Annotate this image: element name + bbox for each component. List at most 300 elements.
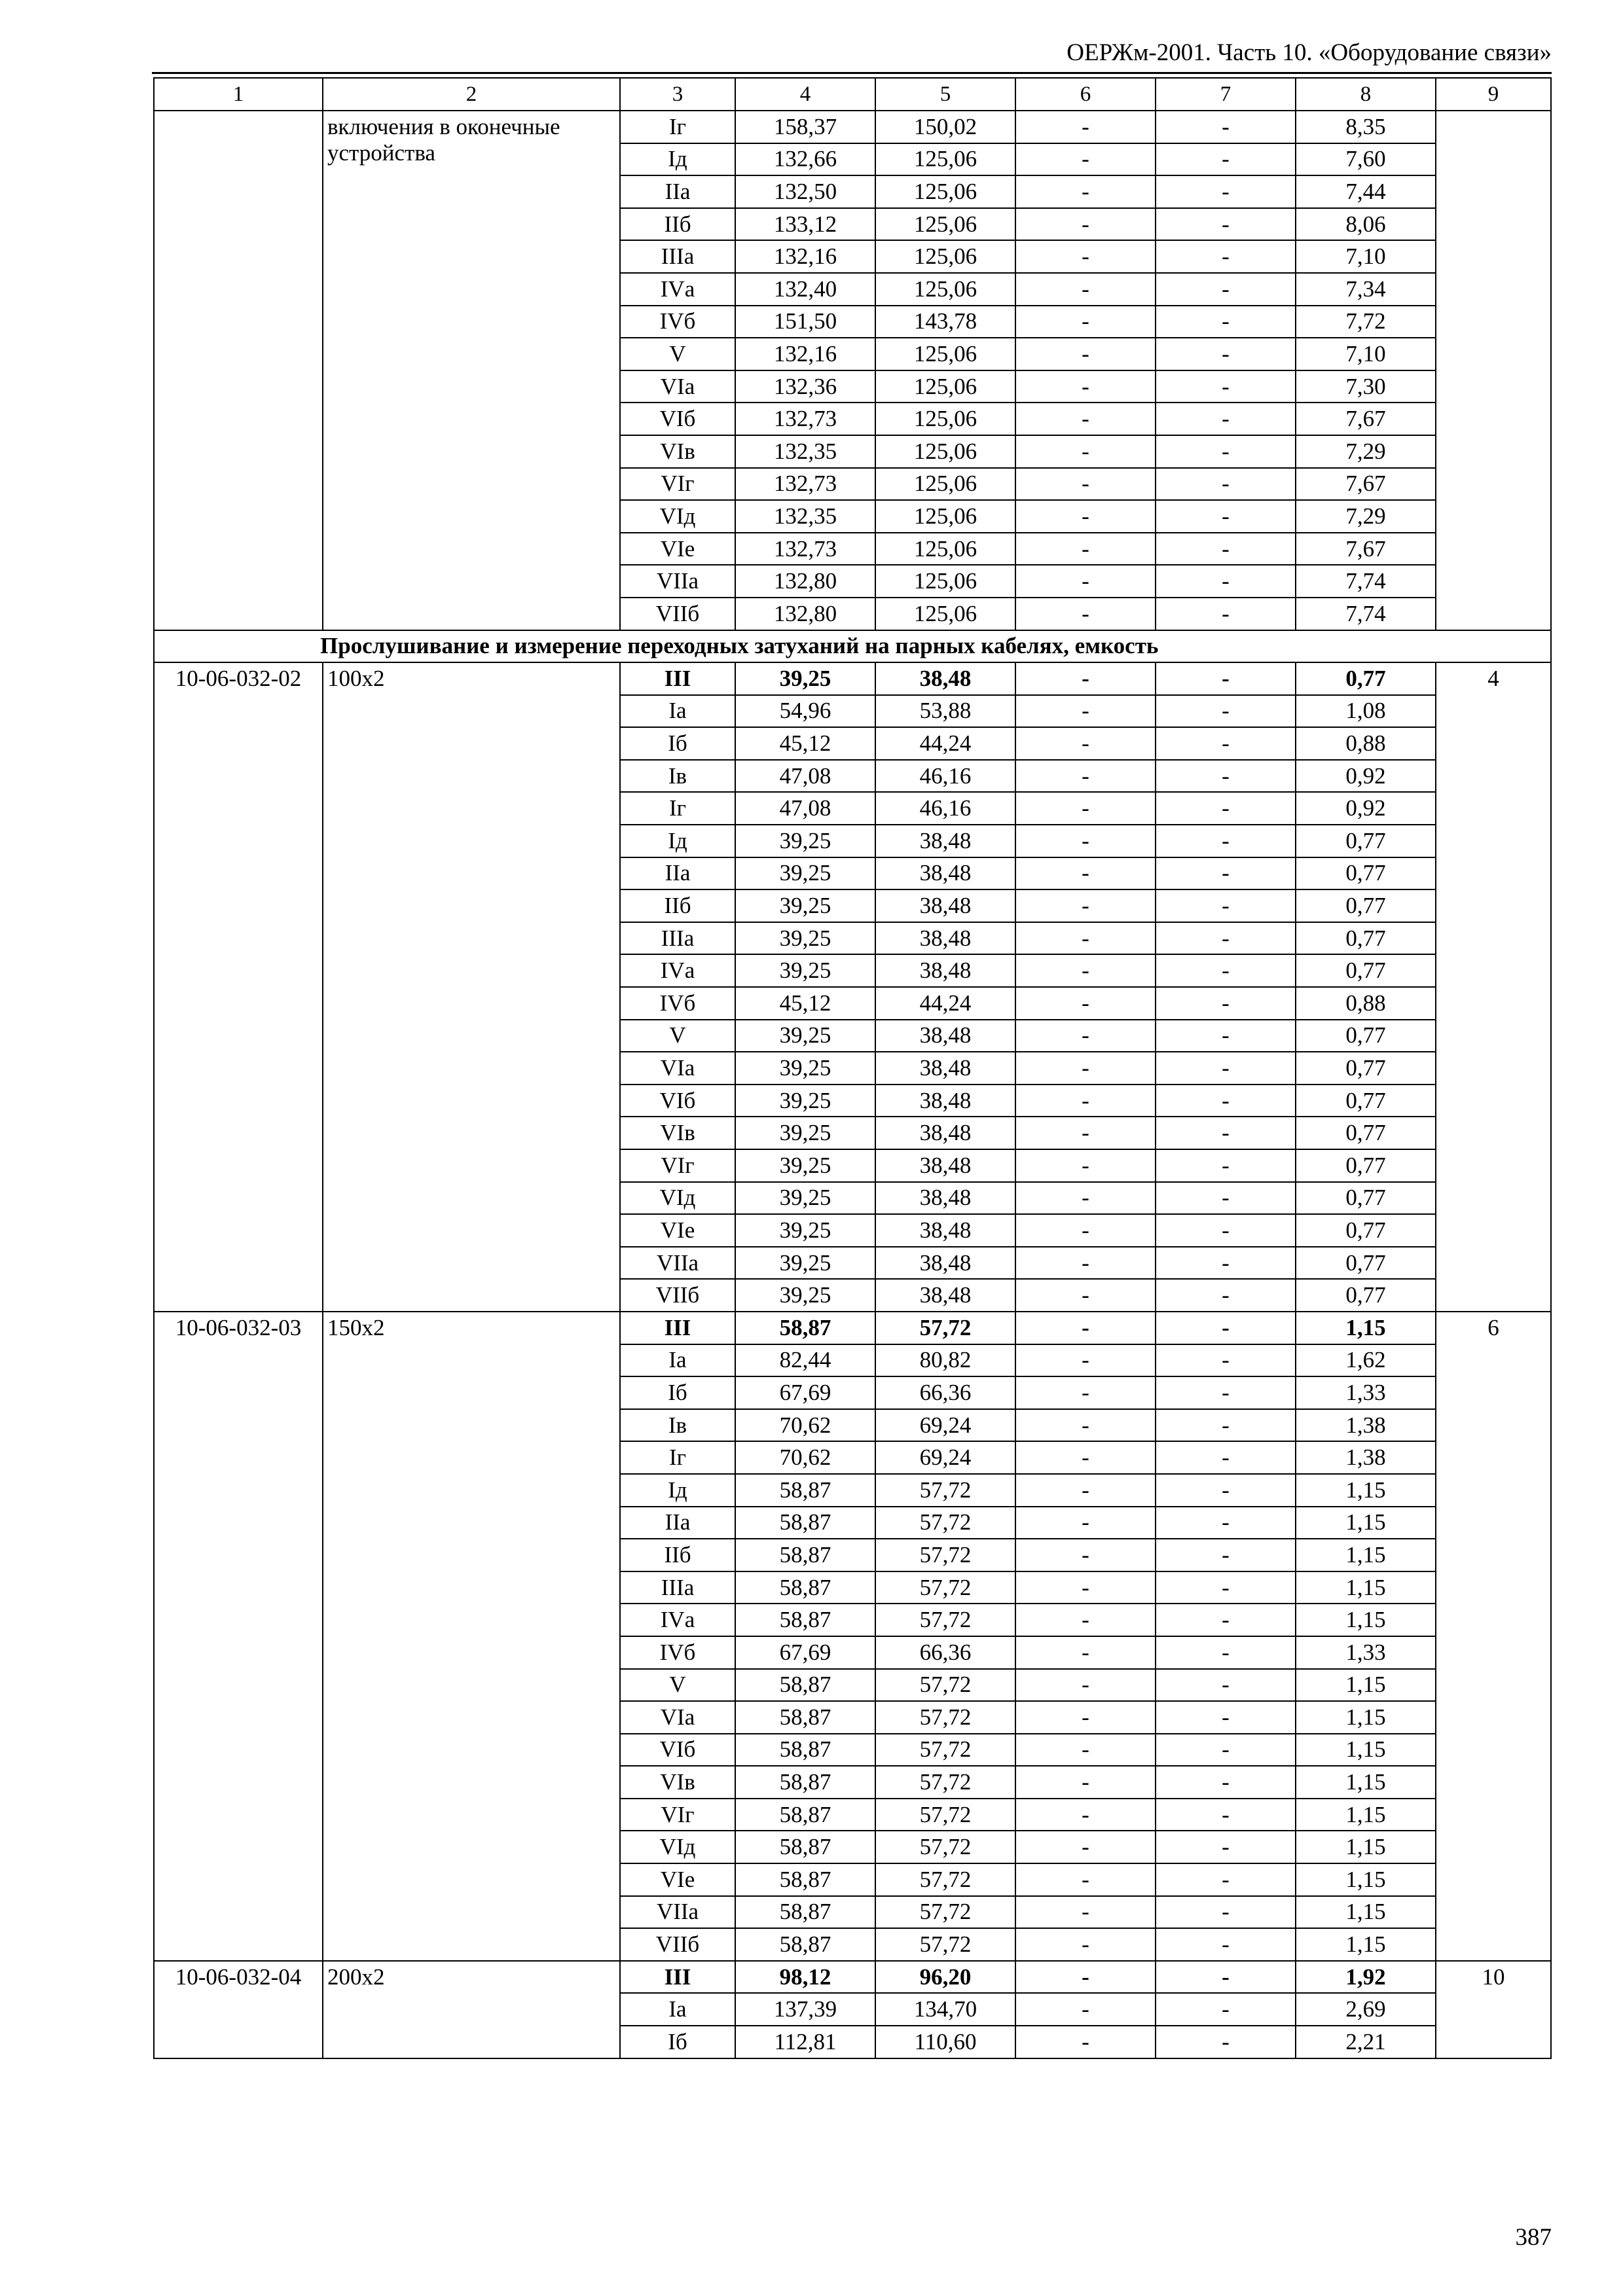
total-cost-cell: 45,12 [735,727,875,760]
total-cost-cell: 47,08 [735,760,875,793]
materials-cell: 1,15 [1296,1701,1436,1734]
zone-cell: V [620,1669,735,1702]
operator-wages-cell: - [1156,1701,1296,1734]
materials-cell: 7,60 [1296,143,1436,176]
page-number: 387 [1515,2224,1552,2251]
materials-cell: 0,77 [1296,825,1436,857]
materials-cell: 0,77 [1296,1279,1436,1312]
column-number: 1 [154,78,323,111]
total-cost-cell: 39,25 [735,857,875,890]
total-cost-cell: 112,81 [735,2026,875,2058]
total-cost-cell: 58,87 [735,1507,875,1539]
total-cost-cell: 82,44 [735,1344,875,1377]
materials-cell: 0,77 [1296,857,1436,890]
machine-cost-cell: - [1015,1312,1156,1344]
materials-cell: 0,77 [1296,1085,1436,1117]
wages-cell: 125,06 [875,175,1015,208]
zone-cell: VIв [620,1766,735,1799]
machine-cost-cell: - [1015,111,1156,143]
materials-cell: 1,15 [1296,1669,1436,1702]
materials-cell: 7,72 [1296,306,1436,338]
materials-cell: 1,15 [1296,1928,1436,1961]
materials-cell: 1,38 [1296,1441,1436,1474]
operator-wages-cell: - [1156,1734,1296,1767]
wages-cell: 57,72 [875,1701,1015,1734]
machine-cost-cell: - [1015,2026,1156,2058]
wages-cell: 46,16 [875,760,1015,793]
wages-cell: 57,72 [875,1766,1015,1799]
wages-cell: 125,06 [875,468,1015,501]
rate-code-cell: 10-06-032-02 [154,662,323,1312]
machine-cost-cell: - [1015,1539,1156,1571]
wages-cell: 66,36 [875,1636,1015,1669]
zone-cell: IIб [620,1539,735,1571]
machine-cost-cell: - [1015,760,1156,793]
materials-cell: 0,92 [1296,792,1436,825]
machine-cost-cell: - [1015,1344,1156,1377]
zone-cell: VIг [620,468,735,501]
materials-cell: 0,77 [1296,1182,1436,1215]
total-cost-cell: 132,73 [735,468,875,501]
materials-cell: 0,77 [1296,1214,1436,1247]
operator-wages-cell: - [1156,1896,1296,1929]
machine-cost-cell: - [1015,1799,1156,1831]
total-cost-cell: 54,96 [735,695,875,728]
operator-wages-cell: - [1156,338,1296,370]
materials-cell: 8,35 [1296,111,1436,143]
column-number: 7 [1156,78,1296,111]
machine-cost-cell: - [1015,662,1156,695]
zone-cell: III [620,662,735,695]
wages-cell: 57,72 [875,1928,1015,1961]
header-rule [152,72,1552,74]
materials-cell: 7,10 [1296,338,1436,370]
total-cost-cell: 58,87 [735,1896,875,1929]
machine-cost-cell: - [1015,1734,1156,1767]
materials-cell: 0,92 [1296,760,1436,793]
labor-cell [1436,111,1551,630]
materials-cell: 2,69 [1296,1993,1436,2026]
rate-code-cell: 10-06-032-03 [154,1312,323,1961]
zone-cell: VIIа [620,565,735,598]
materials-cell: 1,15 [1296,1734,1436,1767]
materials-cell: 0,77 [1296,922,1436,955]
wages-cell: 38,48 [875,1214,1015,1247]
machine-cost-cell: - [1015,1247,1156,1280]
wages-cell: 38,48 [875,1085,1015,1117]
total-cost-cell: 67,69 [735,1636,875,1669]
machine-cost-cell: - [1015,1085,1156,1117]
machine-cost-cell: - [1015,889,1156,922]
zone-cell: VIа [620,370,735,403]
materials-cell: 1,33 [1296,1636,1436,1669]
rates-table [153,77,1552,2059]
zone-cell: VIIб [620,1928,735,1961]
materials-cell: 7,74 [1296,598,1436,630]
wages-cell: 38,48 [875,889,1015,922]
materials-cell: 0,77 [1296,1020,1436,1052]
materials-cell: 7,67 [1296,403,1436,435]
wages-cell: 57,72 [875,1604,1015,1636]
total-cost-cell: 39,25 [735,825,875,857]
materials-cell: 1,15 [1296,1474,1436,1507]
materials-cell: 0,77 [1296,954,1436,987]
operator-wages-cell: - [1156,792,1296,825]
total-cost-cell: 58,87 [735,1863,875,1896]
total-cost-cell: 39,25 [735,1279,875,1312]
wages-cell: 57,72 [875,1896,1015,1929]
wages-cell: 125,06 [875,208,1015,241]
machine-cost-cell: - [1015,922,1156,955]
labor-cell: 10 [1436,1961,1551,2058]
materials-cell: 0,77 [1296,1149,1436,1182]
zone-cell: Iа [620,695,735,728]
operator-wages-cell: - [1156,1376,1296,1409]
total-cost-cell: 132,36 [735,370,875,403]
zone-cell: VIа [620,1052,735,1085]
operator-wages-cell: - [1156,1539,1296,1571]
wages-cell: 96,20 [875,1961,1015,1994]
operator-wages-cell: - [1156,2026,1296,2058]
total-cost-cell: 158,37 [735,111,875,143]
total-cost-cell: 45,12 [735,987,875,1020]
operator-wages-cell: - [1156,1507,1296,1539]
rate-code-cell: 10-06-032-04 [154,1961,323,2058]
wages-cell: 57,72 [875,1669,1015,1702]
wages-cell: 44,24 [875,727,1015,760]
operator-wages-cell: - [1156,175,1296,208]
operator-wages-cell: - [1156,240,1296,273]
machine-cost-cell: - [1015,1376,1156,1409]
operator-wages-cell: - [1156,1799,1296,1831]
wages-cell: 125,06 [875,370,1015,403]
zone-cell: Iа [620,1993,735,2026]
zone-cell: Iб [620,1376,735,1409]
operator-wages-cell: - [1156,1831,1296,1863]
total-cost-cell: 39,25 [735,1085,875,1117]
total-cost-cell: 39,25 [735,889,875,922]
zone-cell: Iв [620,1409,735,1442]
total-cost-cell: 58,87 [735,1734,875,1767]
operator-wages-cell: - [1156,565,1296,598]
zone-cell: VIIа [620,1247,735,1280]
materials-cell: 2,21 [1296,2026,1436,2058]
materials-cell: 1,15 [1296,1766,1436,1799]
table-body [154,78,1551,2058]
zone-cell: IIIа [620,1571,735,1604]
wages-cell: 57,72 [875,1507,1015,1539]
zone-cell: Iд [620,1474,735,1507]
materials-cell: 1,15 [1296,1896,1436,1929]
column-number: 5 [875,78,1015,111]
zone-cell: IIIа [620,240,735,273]
wages-cell: 38,48 [875,662,1015,695]
wages-cell: 69,24 [875,1409,1015,1442]
materials-cell: 1,15 [1296,1604,1436,1636]
operator-wages-cell: - [1156,662,1296,695]
materials-cell: 7,29 [1296,500,1436,533]
operator-wages-cell: - [1156,1149,1296,1182]
wages-cell: 125,06 [875,435,1015,468]
operator-wages-cell: - [1156,1085,1296,1117]
operator-wages-cell: - [1156,1441,1296,1474]
zone-cell: III [620,1961,735,1994]
total-cost-cell: 58,87 [735,1571,875,1604]
table-row [154,1312,1551,1344]
materials-cell: 1,15 [1296,1863,1436,1896]
zone-cell: IIб [620,208,735,241]
zone-cell: IIа [620,1507,735,1539]
operator-wages-cell: - [1156,1766,1296,1799]
total-cost-cell: 58,87 [735,1701,875,1734]
operator-wages-cell: - [1156,857,1296,890]
operator-wages-cell: - [1156,727,1296,760]
machine-cost-cell: - [1015,727,1156,760]
zone-cell: VIе [620,1863,735,1896]
table-row [154,1961,1551,1994]
machine-cost-cell: - [1015,208,1156,241]
machine-cost-cell: - [1015,1474,1156,1507]
operator-wages-cell: - [1156,598,1296,630]
zone-cell: VIб [620,1085,735,1117]
zone-cell: VIв [620,1117,735,1149]
total-cost-cell: 151,50 [735,306,875,338]
zone-cell: IIб [620,889,735,922]
zone-cell: IVб [620,306,735,338]
machine-cost-cell: - [1015,1766,1156,1799]
materials-cell: 8,06 [1296,208,1436,241]
materials-cell: 0,77 [1296,889,1436,922]
zone-cell: VIб [620,403,735,435]
machine-cost-cell: - [1015,792,1156,825]
zone-cell: Iд [620,143,735,176]
total-cost-cell: 39,25 [735,1117,875,1149]
machine-cost-cell: - [1015,1279,1156,1312]
total-cost-cell: 58,87 [735,1604,875,1636]
total-cost-cell: 58,87 [735,1928,875,1961]
operator-wages-cell: - [1156,1052,1296,1085]
total-cost-cell: 132,16 [735,240,875,273]
operator-wages-cell: - [1156,1247,1296,1280]
machine-cost-cell: - [1015,1961,1156,1994]
machine-cost-cell: - [1015,1507,1156,1539]
zone-cell: VIа [620,1701,735,1734]
total-cost-cell: 67,69 [735,1376,875,1409]
operator-wages-cell: - [1156,1636,1296,1669]
wages-cell: 125,06 [875,273,1015,306]
machine-cost-cell: - [1015,1669,1156,1702]
zone-cell: IVа [620,1604,735,1636]
total-cost-cell: 58,87 [735,1831,875,1863]
zone-cell: IVб [620,1636,735,1669]
materials-cell: 1,15 [1296,1571,1436,1604]
total-cost-cell: 137,39 [735,1993,875,2026]
table-row [154,111,1551,143]
machine-cost-cell: - [1015,954,1156,987]
wages-cell: 69,24 [875,1441,1015,1474]
wages-cell: 38,48 [875,1052,1015,1085]
operator-wages-cell: - [1156,1409,1296,1442]
operator-wages-cell: - [1156,468,1296,501]
materials-cell: 1,33 [1296,1376,1436,1409]
total-cost-cell: 39,25 [735,1247,875,1280]
operator-wages-cell: - [1156,1312,1296,1344]
column-number: 2 [323,78,620,111]
machine-cost-cell: - [1015,1863,1156,1896]
operator-wages-cell: - [1156,500,1296,533]
zone-cell: Iг [620,792,735,825]
wages-cell: 57,72 [875,1734,1015,1767]
machine-cost-cell: - [1015,338,1156,370]
total-cost-cell: 58,87 [735,1539,875,1571]
operator-wages-cell: - [1156,1117,1296,1149]
machine-cost-cell: - [1015,175,1156,208]
wages-cell: 57,72 [875,1799,1015,1831]
machine-cost-cell: - [1015,1604,1156,1636]
total-cost-cell: 132,80 [735,598,875,630]
machine-cost-cell: - [1015,695,1156,728]
wages-cell: 38,48 [875,1149,1015,1182]
total-cost-cell: 132,73 [735,403,875,435]
wages-cell: 150,02 [875,111,1015,143]
total-cost-cell: 58,87 [735,1669,875,1702]
total-cost-cell: 39,25 [735,922,875,955]
operator-wages-cell: - [1156,273,1296,306]
zone-cell: Iг [620,1441,735,1474]
zone-cell: Iд [620,825,735,857]
machine-cost-cell: - [1015,825,1156,857]
rate-name-cell: включения в оконечные устройства [323,111,620,630]
machine-cost-cell: - [1015,1701,1156,1734]
wages-cell: 125,06 [875,500,1015,533]
zone-cell: V [620,1020,735,1052]
materials-cell: 7,74 [1296,565,1436,598]
wages-cell: 38,48 [875,1247,1015,1280]
total-cost-cell: 47,08 [735,792,875,825]
labor-cell: 6 [1436,1312,1551,1961]
zone-cell: IIа [620,175,735,208]
wages-cell: 38,48 [875,922,1015,955]
materials-cell: 0,77 [1296,1117,1436,1149]
operator-wages-cell: - [1156,1571,1296,1604]
total-cost-cell: 39,25 [735,1182,875,1215]
machine-cost-cell: - [1015,240,1156,273]
wages-cell: 38,48 [875,1020,1015,1052]
zone-cell: Iг [620,111,735,143]
operator-wages-cell: - [1156,1020,1296,1052]
materials-cell: 7,67 [1296,533,1436,565]
total-cost-cell: 132,16 [735,338,875,370]
zone-cell: Iа [620,1344,735,1377]
running-head: ОЕРЖм-2001. Часть 10. «Оборудование связи» [1067,39,1552,66]
zone-cell: VIб [620,1734,735,1767]
total-cost-cell: 39,25 [735,1214,875,1247]
zone-cell: Iб [620,2026,735,2058]
table-row [154,662,1551,695]
total-cost-cell: 132,73 [735,533,875,565]
operator-wages-cell: - [1156,1182,1296,1215]
machine-cost-cell: - [1015,1182,1156,1215]
total-cost-cell: 58,87 [735,1766,875,1799]
machine-cost-cell: - [1015,1409,1156,1442]
total-cost-cell: 39,25 [735,662,875,695]
zone-cell: IIIа [620,922,735,955]
materials-cell: 1,15 [1296,1312,1436,1344]
zone-cell: IIа [620,857,735,890]
wages-cell: 57,72 [875,1312,1015,1344]
operator-wages-cell: - [1156,1863,1296,1896]
zone-cell: VIв [620,435,735,468]
total-cost-cell: 132,35 [735,500,875,533]
wages-cell: 38,48 [875,857,1015,890]
rate-code-cell [154,111,323,630]
operator-wages-cell: - [1156,143,1296,176]
wages-cell: 57,72 [875,1863,1015,1896]
zone-cell: Iв [620,760,735,793]
column-number: 8 [1296,78,1436,111]
wages-cell: 53,88 [875,695,1015,728]
operator-wages-cell: - [1156,954,1296,987]
machine-cost-cell: - [1015,565,1156,598]
machine-cost-cell: - [1015,306,1156,338]
wages-cell: 125,06 [875,338,1015,370]
machine-cost-cell: - [1015,370,1156,403]
zone-cell: VIе [620,1214,735,1247]
zone-cell: IVа [620,954,735,987]
machine-cost-cell: - [1015,143,1156,176]
machine-cost-cell: - [1015,500,1156,533]
machine-cost-cell: - [1015,1896,1156,1929]
wages-cell: 38,48 [875,1182,1015,1215]
wages-cell: 44,24 [875,987,1015,1020]
operator-wages-cell: - [1156,1604,1296,1636]
total-cost-cell: 39,25 [735,954,875,987]
machine-cost-cell: - [1015,987,1156,1020]
total-cost-cell: 39,25 [735,1052,875,1085]
materials-cell: 0,77 [1296,1247,1436,1280]
machine-cost-cell: - [1015,1993,1156,2026]
wages-cell: 125,06 [875,143,1015,176]
machine-cost-cell: - [1015,1571,1156,1604]
machine-cost-cell: - [1015,403,1156,435]
materials-cell: 1,15 [1296,1799,1436,1831]
zone-cell: V [620,338,735,370]
wages-cell: 125,06 [875,565,1015,598]
zone-cell: VIг [620,1149,735,1182]
operator-wages-cell: - [1156,403,1296,435]
operator-wages-cell: - [1156,1993,1296,2026]
machine-cost-cell: - [1015,1831,1156,1863]
column-number-row [154,78,1551,111]
machine-cost-cell: - [1015,273,1156,306]
total-cost-cell: 39,25 [735,1020,875,1052]
column-number: 6 [1015,78,1156,111]
total-cost-cell: 58,87 [735,1312,875,1344]
materials-cell: 7,10 [1296,240,1436,273]
wages-cell: 57,72 [875,1571,1015,1604]
zone-cell: VIIб [620,1279,735,1312]
column-number: 9 [1436,78,1551,111]
wages-cell: 80,82 [875,1344,1015,1377]
materials-cell: 1,15 [1296,1507,1436,1539]
section-title: Прослушивание и измерение переходных затуханий на парных кабелях, емкость [154,630,1551,663]
operator-wages-cell: - [1156,695,1296,728]
zone-cell: VIIб [620,598,735,630]
materials-cell: 1,38 [1296,1409,1436,1442]
machine-cost-cell: - [1015,857,1156,890]
total-cost-cell: 58,87 [735,1474,875,1507]
machine-cost-cell: - [1015,1117,1156,1149]
